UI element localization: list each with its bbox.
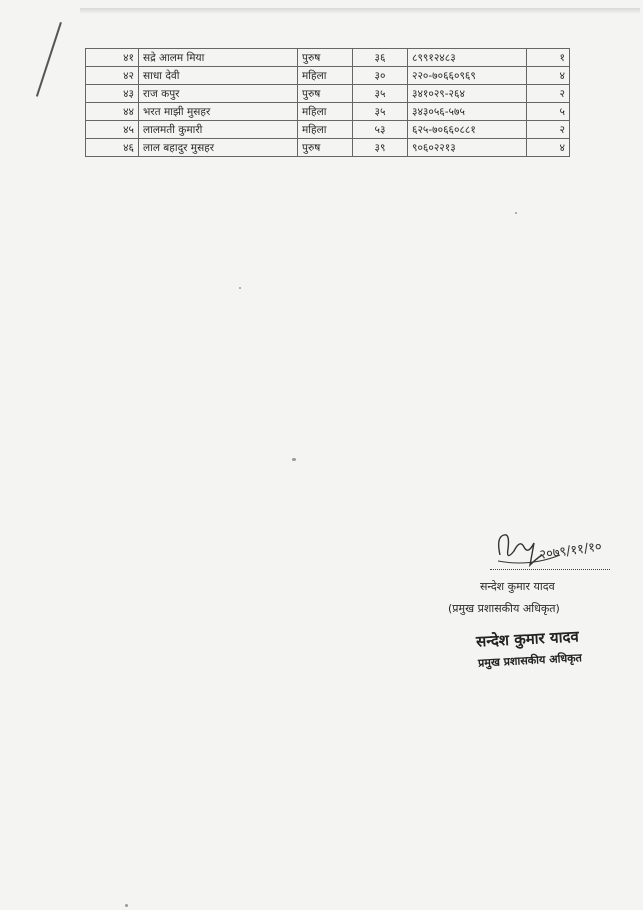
phone-cell: ३४१०२९-२६४ — [408, 85, 527, 103]
scan-speck — [515, 212, 517, 214]
scan-fold-mark — [36, 22, 62, 97]
phone-cell: ९०६०२२१३ — [408, 139, 527, 157]
table-row — [86, 121, 570, 139]
age-cell: ३५ — [353, 103, 408, 121]
age-cell: ३९ — [353, 139, 408, 157]
table-row — [86, 103, 570, 121]
name-cell: लालमती कुमारी — [139, 121, 298, 139]
count-cell: २ — [527, 121, 570, 139]
serial-number-cell: ४३ — [86, 85, 139, 103]
phone-cell: ८९९१२४८३ — [408, 49, 527, 67]
signature-dotted-line — [490, 569, 610, 570]
table-row — [86, 85, 570, 103]
age-cell: ३५ — [353, 85, 408, 103]
records-table-body — [86, 49, 570, 157]
gender-cell: महिला — [298, 67, 353, 85]
table-row — [86, 139, 570, 157]
name-cell: राज कपुर — [139, 85, 298, 103]
scan-speck — [292, 458, 296, 461]
name-cell: साधा देवी — [139, 67, 298, 85]
stamp-name: सन्देश कुमार यादव — [475, 627, 580, 651]
gender-cell: पुरुष — [298, 85, 353, 103]
gender-cell: पुरुष — [298, 139, 353, 157]
count-cell: ४ — [527, 139, 570, 157]
signature-block — [440, 525, 640, 695]
phone-cell: ३४३०५६-५७५ — [408, 103, 527, 121]
count-cell: २ — [527, 85, 570, 103]
name-cell: लाल बहादुर मुसहर — [139, 139, 298, 157]
age-cell: ३० — [353, 67, 408, 85]
signatory-title: (प्रमुख प्रशासकीय अधिकृत) — [448, 602, 560, 615]
phone-cell: ६२५-७०६६०८८१ — [408, 121, 527, 139]
age-cell: ३६ — [353, 49, 408, 67]
serial-number-cell: ४५ — [86, 121, 139, 139]
count-cell: ५ — [527, 103, 570, 121]
count-cell: ४ — [527, 67, 570, 85]
name-cell: भरत माझी मुसहर — [139, 103, 298, 121]
serial-number-cell: ४६ — [86, 139, 139, 157]
gender-cell: महिला — [298, 121, 353, 139]
scan-speck — [125, 904, 128, 907]
gender-cell: महिला — [298, 103, 353, 121]
serial-number-cell: ४४ — [86, 103, 139, 121]
handwritten-signature — [490, 525, 630, 575]
stamp-title: प्रमुख प्रशासकीय अधिकृत — [477, 651, 583, 670]
serial-number-cell: ४२ — [86, 67, 139, 85]
table-row — [86, 49, 570, 67]
phone-cell: २२०-७०६६०९६९ — [408, 67, 527, 85]
records-table — [85, 48, 570, 157]
scan-speck — [239, 287, 241, 289]
name-cell: सद्रे आलम मिया — [139, 49, 298, 67]
handwritten-date: २०७९/११/१० — [538, 539, 603, 563]
age-cell: ५३ — [353, 121, 408, 139]
scan-top-shadow — [80, 8, 640, 14]
signatory-name: सन्देश कुमार यादव — [480, 580, 555, 593]
serial-number-cell: ४१ — [86, 49, 139, 67]
table-row — [86, 67, 570, 85]
gender-cell: पुरुष — [298, 49, 353, 67]
count-cell: १ — [527, 49, 570, 67]
